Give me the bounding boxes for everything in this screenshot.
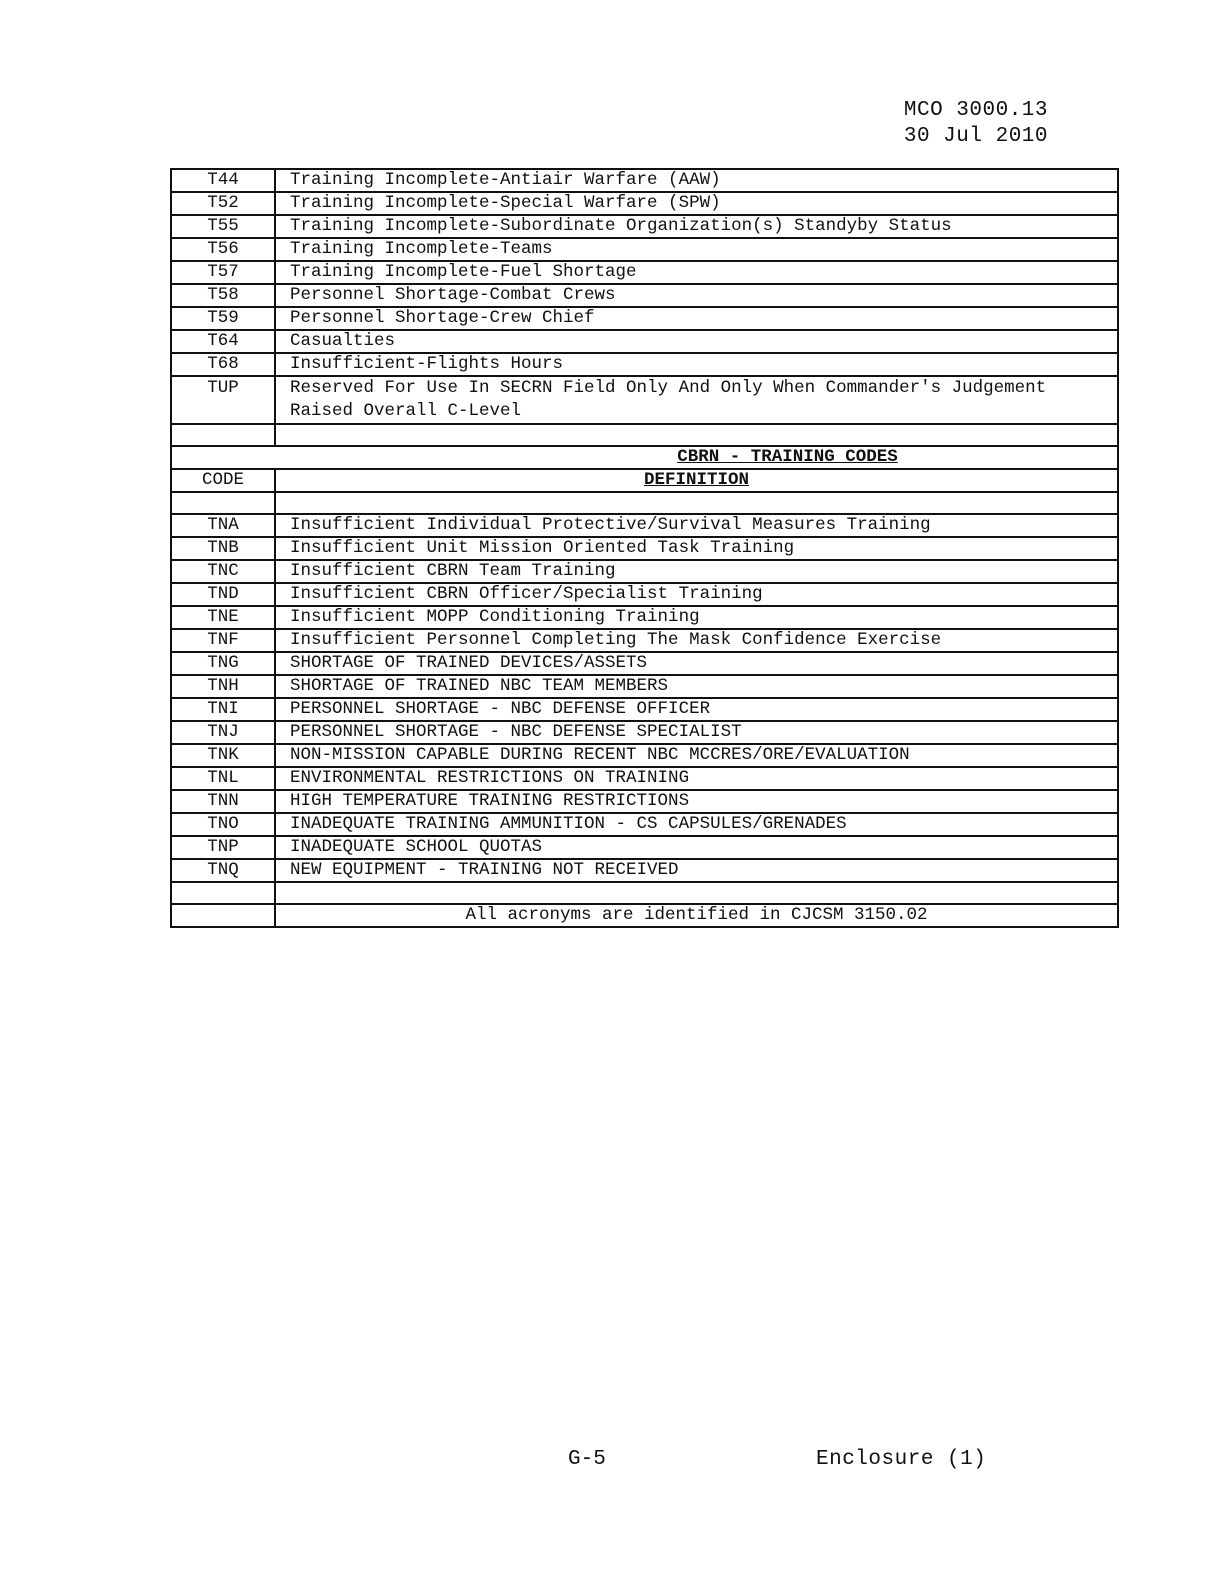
definition-cell: Training Incomplete-Fuel Shortage	[275, 261, 1118, 284]
code-cell: TNH	[171, 675, 275, 698]
table-row	[171, 307, 1118, 330]
code-cell: TNN	[171, 790, 275, 813]
code-cell: T57	[171, 261, 275, 284]
definition-cell: Reserved For Use In SECRN Field Only And Only When Commander's Judgement Raised Overall C-Level	[275, 376, 1118, 424]
table-row	[171, 836, 1118, 859]
spacer-row	[171, 492, 1118, 514]
code-cell: TNF	[171, 629, 275, 652]
table-row	[171, 215, 1118, 238]
table-row	[171, 514, 1118, 537]
section-title: CBRN - TRAINING CODES	[171, 446, 1118, 469]
table-row	[171, 560, 1118, 583]
code-cell: TNE	[171, 606, 275, 629]
table-row	[171, 330, 1118, 353]
table-row	[171, 192, 1118, 215]
definition-cell: PERSONNEL SHORTAGE - NBC DEFENSE SPECIALIST	[275, 721, 1118, 744]
definition-cell: Personnel Shortage-Combat Crews	[275, 284, 1118, 307]
code-cell: T44	[171, 169, 275, 192]
table-row	[171, 675, 1118, 698]
code-cell: T58	[171, 284, 275, 307]
table-row	[171, 859, 1118, 882]
order-date: 30 Jul 2010	[903, 125, 1048, 148]
section-title-row	[171, 446, 1118, 469]
definition-cell: SHORTAGE OF TRAINED DEVICES/ASSETS	[275, 652, 1118, 675]
document-header	[904, 98, 1048, 150]
note-row	[171, 904, 1118, 927]
column-header-definition: DEFINITION	[275, 469, 1118, 492]
definition-cell: Insufficient MOPP Conditioning Training	[275, 606, 1118, 629]
definition-cell: ENVIRONMENTAL RESTRICTIONS ON TRAINING	[275, 767, 1118, 790]
table-row	[171, 606, 1118, 629]
definition-cell: Personnel Shortage-Crew Chief	[275, 307, 1118, 330]
code-cell: T52	[171, 192, 275, 215]
code-cell: TNQ	[171, 859, 275, 882]
code-cell: T64	[171, 330, 275, 353]
spacer-row	[171, 424, 1118, 446]
definition-cell: NON-MISSION CAPABLE DURING RECENT NBC MCCRES/ORE/EVALUATION	[275, 744, 1118, 767]
code-cell: T59	[171, 307, 275, 330]
table-row	[171, 169, 1118, 192]
table-row	[171, 376, 1118, 424]
spacer-row	[171, 882, 1118, 904]
definition-cell: INADEQUATE SCHOOL QUOTAS	[275, 836, 1118, 859]
table-row	[171, 238, 1118, 261]
code-cell: TUP	[171, 376, 275, 424]
definition-cell: Training Incomplete-Subordinate Organization(s) Standyby Status	[275, 215, 1118, 238]
code-cell: TNO	[171, 813, 275, 836]
code-cell: T55	[171, 215, 275, 238]
definition-cell: Insufficient CBRN Officer/Specialist Training	[275, 583, 1118, 606]
code-cell: TNL	[171, 767, 275, 790]
definition-cell: Insufficient CBRN Team Training	[275, 560, 1118, 583]
code-cell: TNJ	[171, 721, 275, 744]
column-header-row	[171, 469, 1118, 492]
table-row	[171, 652, 1118, 675]
table-row	[171, 261, 1118, 284]
table-row	[171, 284, 1118, 307]
table-row	[171, 813, 1118, 836]
table-row	[171, 744, 1118, 767]
table-row	[171, 537, 1118, 560]
code-cell: T56	[171, 238, 275, 261]
definition-cell: Insufficient Personnel Completing The Mask Confidence Exercise	[275, 629, 1118, 652]
definition-cell: Casualties	[275, 330, 1118, 353]
code-cell: TNK	[171, 744, 275, 767]
definition-cell: PERSONNEL SHORTAGE - NBC DEFENSE OFFICER	[275, 698, 1118, 721]
definition-cell: NEW EQUIPMENT - TRAINING NOT RECEIVED	[275, 859, 1118, 882]
definition-cell: Training Incomplete-Teams	[275, 238, 1118, 261]
table-row	[171, 698, 1118, 721]
code-cell: TNB	[171, 537, 275, 560]
code-cell: T68	[171, 353, 275, 376]
table-row	[171, 629, 1118, 652]
code-cell: TNG	[171, 652, 275, 675]
definition-cell: Insufficient-Flights Hours	[275, 353, 1118, 376]
column-header-code: CODE	[171, 469, 275, 492]
definition-cell: SHORTAGE OF TRAINED NBC TEAM MEMBERS	[275, 675, 1118, 698]
table-row	[171, 583, 1118, 606]
table-row	[171, 767, 1118, 790]
order-number: MCO 3000.13	[903, 99, 1048, 122]
code-cell: TNC	[171, 560, 275, 583]
training-codes-table	[170, 168, 1119, 928]
code-cell: TND	[171, 583, 275, 606]
table-row	[171, 790, 1118, 813]
definition-cell: Insufficient Individual Protective/Survival Measures Training	[275, 514, 1118, 537]
enclosure-label: Enclosure (1)	[816, 1448, 987, 1471]
code-cell: TNP	[171, 836, 275, 859]
code-cell: TNA	[171, 514, 275, 537]
acronym-note: All acronyms are identified in CJCSM 3150.02	[275, 904, 1118, 927]
table-row	[171, 353, 1118, 376]
definition-cell: Training Incomplete-Antiair Warfare (AAW)	[275, 169, 1118, 192]
table-row	[171, 721, 1118, 744]
page-number: G-5	[568, 1448, 606, 1471]
code-cell: TNI	[171, 698, 275, 721]
definition-cell: INADEQUATE TRAINING AMMUNITION - CS CAPSULES/GRENADES	[275, 813, 1118, 836]
definition-cell: HIGH TEMPERATURE TRAINING RESTRICTIONS	[275, 790, 1118, 813]
definition-cell: Insufficient Unit Mission Oriented Task Training	[275, 537, 1118, 560]
definition-cell: Training Incomplete-Special Warfare (SPW)	[275, 192, 1118, 215]
